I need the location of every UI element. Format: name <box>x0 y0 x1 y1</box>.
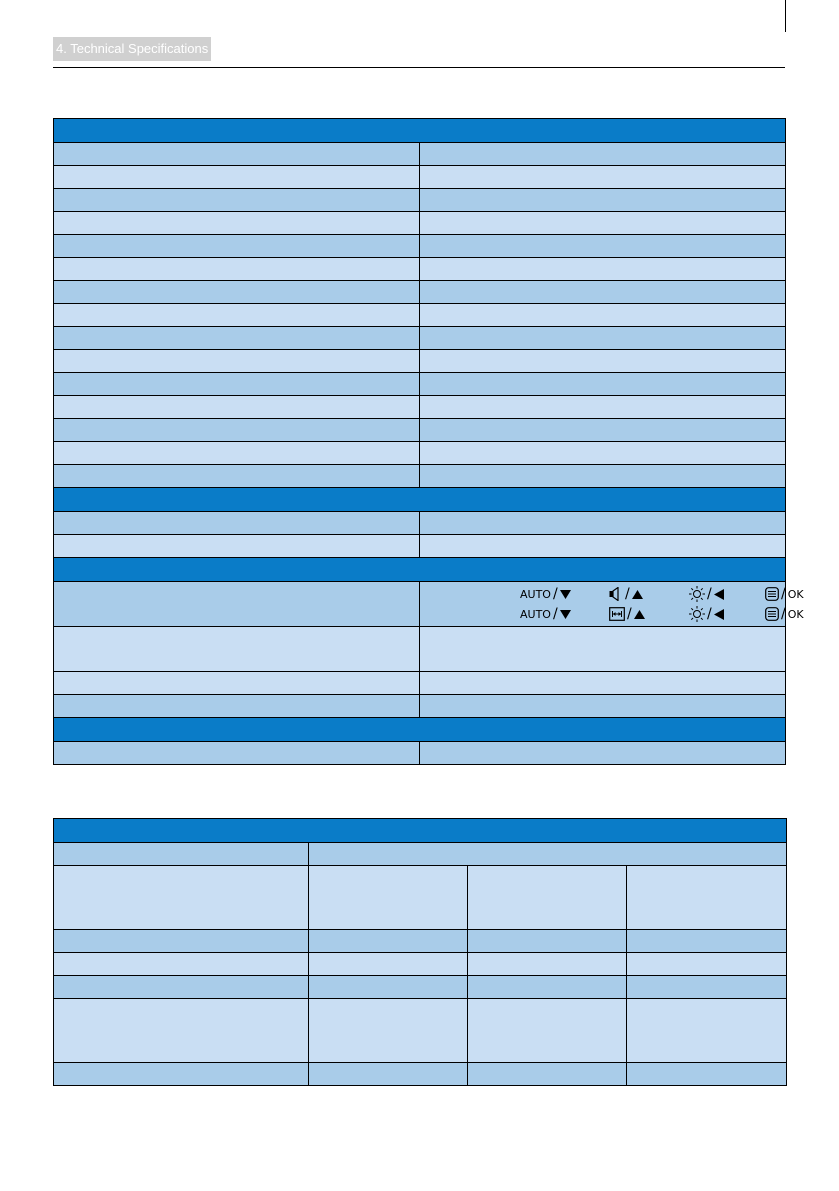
table-row <box>54 442 786 465</box>
section-band <box>54 558 786 582</box>
spec-table-2 <box>53 818 787 1086</box>
table-row <box>54 350 786 373</box>
header-rule <box>53 67 785 68</box>
table-row <box>54 327 786 350</box>
table-row <box>54 212 786 235</box>
table-row <box>54 627 786 672</box>
ok-label: OK <box>787 607 804 621</box>
section-band <box>54 718 786 742</box>
menu-icon <box>765 607 779 621</box>
speaker-up-control: / <box>609 584 643 604</box>
down-arrow-icon <box>560 589 571 599</box>
brightness-icon <box>689 586 705 602</box>
table-row <box>54 866 787 930</box>
speaker-icon <box>609 587 623 601</box>
table-row <box>54 258 786 281</box>
table-row <box>54 465 786 488</box>
table-row <box>54 535 786 558</box>
table-row <box>54 672 786 695</box>
control-icons-line-1 <box>420 584 804 604</box>
table-row <box>54 143 786 166</box>
auto-icon: AUTO <box>520 607 551 621</box>
table-row <box>54 235 786 258</box>
table-row <box>54 166 786 189</box>
brightness-left-control: / <box>689 604 724 624</box>
down-arrow-icon <box>560 609 571 619</box>
table-row <box>54 999 787 1063</box>
table-row <box>54 304 786 327</box>
table-row <box>54 396 786 419</box>
table-row <box>54 281 786 304</box>
table-row <box>54 373 786 396</box>
crop-mark <box>785 0 786 32</box>
spec-table-1 <box>53 118 804 765</box>
auto-icon: AUTO <box>520 587 551 601</box>
table-row <box>54 695 786 718</box>
input-icon <box>609 607 625 621</box>
brightness-icon <box>689 606 705 622</box>
control-buttons-row <box>54 582 786 627</box>
input-up-control: / <box>609 604 645 624</box>
table-row <box>54 419 786 442</box>
left-arrow-icon <box>714 609 724 620</box>
menu-ok-control: / OK <box>765 584 804 604</box>
section-band <box>54 819 787 843</box>
menu-ok-control: / OK <box>765 604 804 624</box>
up-arrow-icon <box>634 609 645 619</box>
auto-down-control: AUTO / <box>520 604 571 624</box>
table-row <box>54 742 786 765</box>
ok-label: OK <box>787 587 804 601</box>
section-band <box>54 488 786 512</box>
menu-icon <box>765 587 779 601</box>
up-arrow-icon <box>632 589 643 599</box>
brightness-left-control: / <box>689 584 724 604</box>
page-header-title: 4. Technical Specifications <box>53 37 211 61</box>
table-row <box>54 843 787 866</box>
table-row <box>54 976 787 999</box>
auto-down-control: AUTO / <box>520 584 571 604</box>
control-icons-line-2 <box>420 604 804 624</box>
section-band <box>54 119 786 143</box>
table-row <box>54 189 786 212</box>
table-row <box>54 1063 787 1086</box>
table-row <box>54 930 787 953</box>
table-row <box>54 953 787 976</box>
left-arrow-icon <box>714 589 724 600</box>
table-row <box>54 512 786 535</box>
